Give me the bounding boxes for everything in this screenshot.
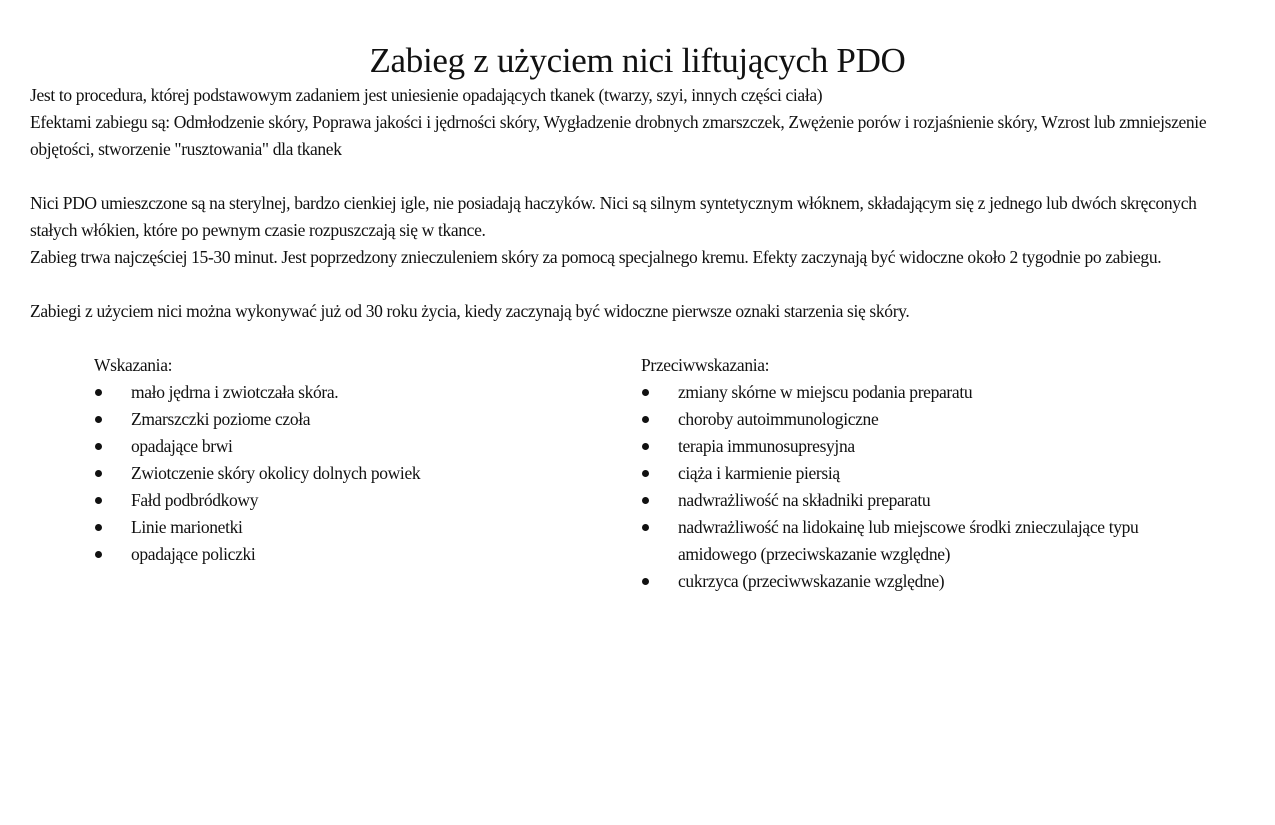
list-item xyxy=(641,379,1201,406)
bullet-icon xyxy=(641,460,651,487)
bullet-icon xyxy=(641,514,651,541)
bullet-icon xyxy=(94,379,104,406)
bullet-icon xyxy=(641,568,651,595)
list-item xyxy=(641,460,1201,487)
bullet-icon xyxy=(94,460,104,487)
effects-paragraph: Efektami zabiegu są: Odmłodzenie skóry, Poprawa jakości i jędrności skóry, Wygładzenie drobnych zmarszczek, Zwężenie porów i rozjaśnienie skóry, Wzrost lub zmniejszenie objętości, stworzenie "rusztowania" dla tkanek xyxy=(30,112,1207,159)
indications-section xyxy=(30,352,1245,612)
list-item-text: opadające brwi xyxy=(131,436,233,456)
list-item xyxy=(641,568,1201,595)
bullet-icon xyxy=(641,433,651,460)
intro-paragraph: Jest to procedura, której podstawowym zadaniem jest uniesienie opadających tkanek (twarzy, szyi, innych części ciała) xyxy=(30,85,823,105)
bullet-icon xyxy=(94,487,104,514)
document-page xyxy=(30,40,1245,612)
bullet-icon xyxy=(641,406,651,433)
list-item-text: Linie marionetki xyxy=(131,517,243,537)
indications-heading: Wskazania: xyxy=(94,355,173,375)
indications-list xyxy=(94,379,614,568)
list-item-text: Fałd podbródkowy xyxy=(131,490,259,510)
list-item xyxy=(94,514,614,541)
list-item-text: ciąża i karmienie piersią xyxy=(678,463,840,483)
list-item xyxy=(641,433,1201,460)
list-item xyxy=(94,460,614,487)
list-item xyxy=(94,406,614,433)
list-item-text: nadwrażliwość na lidokainę lub miejscowe środki znieczulające typu amidowego (przeciwskazanie względne) xyxy=(678,517,1139,564)
document-title: Zabieg z użyciem nici liftujących PDO xyxy=(369,41,906,80)
list-item xyxy=(94,487,614,514)
list-item-text: Zwiotczenie skóry okolicy dolnych powiek xyxy=(131,463,421,483)
list-item-text: nadwrażliwość na składniki preparatu xyxy=(678,490,931,510)
contraindications-column xyxy=(641,352,1201,595)
bullet-icon xyxy=(94,406,104,433)
spacer xyxy=(30,163,1245,190)
contraindications-heading: Przeciwwskazania: xyxy=(641,355,770,375)
list-item-text: cukrzyca (przeciwwskazanie względne) xyxy=(678,571,945,591)
list-item-text: Zmarszczki poziome czoła xyxy=(131,409,311,429)
list-item xyxy=(641,487,1201,514)
procedure-duration-paragraph: Zabieg trwa najczęściej 15-30 minut. Jest poprzedzony znieczuleniem skóry za pomocą specjalnego kremu. Efekty zaczynają być widoczne około 2 tygodnie po zabiegu. xyxy=(30,247,1162,267)
bullet-icon xyxy=(94,514,104,541)
list-item-text: opadające policzki xyxy=(131,544,256,564)
spacer xyxy=(30,271,1245,298)
list-item-text: terapia immunosupresyjna xyxy=(678,436,855,456)
list-item-text: mało jędrna i zwiotczała skóra. xyxy=(131,382,339,402)
bullet-icon xyxy=(641,379,651,406)
list-item xyxy=(641,514,1201,568)
indications-column xyxy=(94,352,614,568)
bullet-icon xyxy=(641,487,651,514)
list-item-text: zmiany skórne w miejscu podania preparatu xyxy=(678,382,973,402)
list-item xyxy=(94,433,614,460)
list-item-text: choroby autoimmunologiczne xyxy=(678,409,879,429)
bullet-icon xyxy=(94,541,104,568)
contraindications-list xyxy=(641,379,1201,595)
threads-description-paragraph: Nici PDO umieszczone są na sterylnej, bardzo cienkiej igle, nie posiadają haczyków. Nici są silnym syntetycznym włóknem, składającym się z jednego lub dwóch skręconych stałych włókien, które po pewnym czasie rozpuszczają się w tkance. xyxy=(30,193,1197,240)
age-paragraph: Zabiegi z użyciem nici można wykonywać już od 30 roku życia, kiedy zaczynają być widoczne pierwsze oznaki starzenia się skóry. xyxy=(30,301,910,321)
list-item xyxy=(641,406,1201,433)
list-item xyxy=(94,379,614,406)
bullet-icon xyxy=(94,433,104,460)
list-item xyxy=(94,541,614,568)
